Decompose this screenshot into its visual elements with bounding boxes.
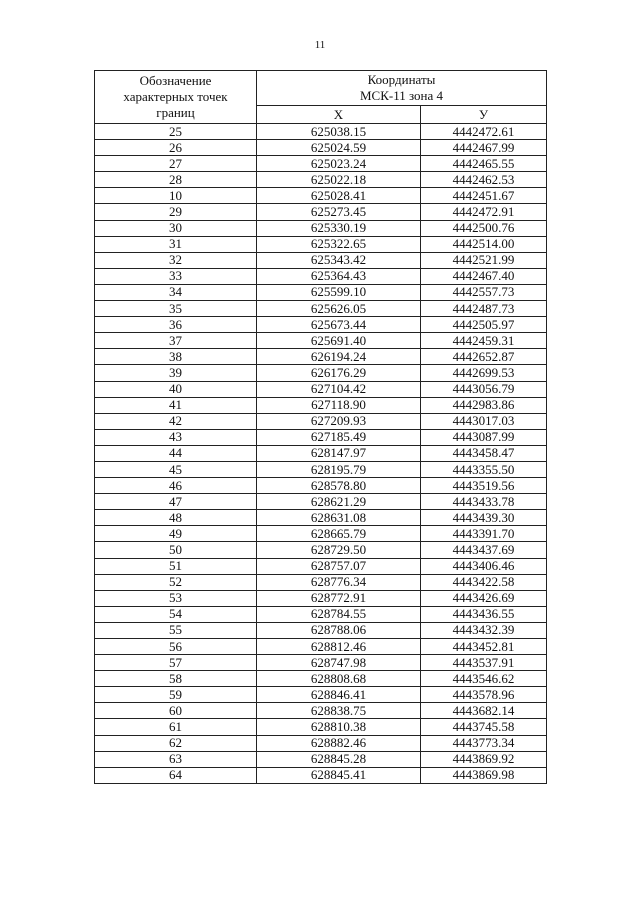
point-id-cell: 43 [95,429,257,445]
point-id-cell: 33 [95,268,257,284]
y-coordinate-cell: 4442451.67 [421,188,547,204]
y-coordinate-cell: 4443432.39 [421,622,547,638]
point-id-cell: 38 [95,349,257,365]
y-coordinate-cell: 4443426.69 [421,590,547,606]
y-coordinate-cell: 4442487.73 [421,301,547,317]
x-coordinate-cell: 628776.34 [257,574,421,590]
table-row [95,622,547,638]
x-coordinate-cell: 625322.65 [257,236,421,252]
y-coordinate-cell: 4442500.76 [421,220,547,236]
y-coordinate-cell: 4443745.58 [421,719,547,735]
x-coordinate-cell: 626176.29 [257,365,421,381]
point-id-cell: 50 [95,542,257,558]
point-id-cell: 32 [95,252,257,268]
y-coordinate-cell: 4443519.56 [421,478,547,494]
x-coordinate-cell: 628665.79 [257,526,421,542]
table-row [95,188,547,204]
x-coordinate-cell: 628784.55 [257,606,421,622]
y-coordinate-cell: 4443869.92 [421,751,547,767]
table-row [95,381,547,397]
y-coordinate-cell: 4443546.62 [421,671,547,687]
x-coordinate-cell: 628147.97 [257,445,421,461]
x-coordinate-cell: 628747.98 [257,655,421,671]
x-coordinate-cell: 627209.93 [257,413,421,429]
y-coordinate-cell: 4443056.79 [421,381,547,397]
table-row [95,574,547,590]
table-body [95,124,547,784]
table-row [95,703,547,719]
table-row [95,220,547,236]
table-row [95,751,547,767]
point-id-cell: 34 [95,284,257,300]
y-coordinate-cell: 4442521.99 [421,252,547,268]
point-id-cell: 63 [95,751,257,767]
y-coordinate-cell: 4442652.87 [421,349,547,365]
x-coordinate-cell: 625364.43 [257,268,421,284]
y-coordinate-cell: 4442459.31 [421,333,547,349]
y-coordinate-cell: 4443437.69 [421,542,547,558]
x-coordinate-cell: 628195.79 [257,461,421,477]
table-row [95,236,547,252]
table-row [95,365,547,381]
table-row [95,526,547,542]
table-row [95,333,547,349]
y-coordinate-cell: 4443422.58 [421,574,547,590]
table-row [95,558,547,574]
point-id-cell: 39 [95,365,257,381]
x-coordinate-cell: 625673.44 [257,317,421,333]
x-coordinate-cell: 628812.46 [257,639,421,655]
table-row [95,284,547,300]
table-row [95,268,547,284]
point-id-cell: 36 [95,317,257,333]
point-id-cell: 40 [95,381,257,397]
x-coordinate-cell: 625022.18 [257,172,421,188]
point-id-cell: 59 [95,687,257,703]
x-coordinate-cell: 628631.08 [257,510,421,526]
point-id-cell: 52 [95,574,257,590]
y-coordinate-cell: 4443682.14 [421,703,547,719]
x-coordinate-cell: 625028.41 [257,188,421,204]
table-row [95,124,547,140]
y-coordinate-cell: 4443087.99 [421,429,547,445]
x-coordinate-cell: 628882.46 [257,735,421,751]
table-row [95,478,547,494]
x-coordinate-cell: 625599.10 [257,284,421,300]
point-id-cell: 25 [95,124,257,140]
point-id-cell: 42 [95,413,257,429]
y-coordinate-cell: 4443458.47 [421,445,547,461]
y-coordinate-cell: 4443537.91 [421,655,547,671]
point-id-cell: 62 [95,735,257,751]
point-id-cell: 61 [95,719,257,735]
table-row [95,767,547,783]
x-coordinate-cell: 628729.50 [257,542,421,558]
table-row [95,494,547,510]
x-coordinate-cell: 628845.28 [257,751,421,767]
table-row [95,317,547,333]
table-row [95,671,547,687]
y-coordinate-cell: 4443433.78 [421,494,547,510]
y-coordinate-cell: 4442467.99 [421,140,547,156]
y-coordinate-cell: 4442983.86 [421,397,547,413]
y-column-header: У [421,106,547,124]
point-id-cell: 47 [95,494,257,510]
point-label-line-3: границ [156,105,195,120]
y-coordinate-cell: 4443869.98 [421,767,547,783]
y-coordinate-cell: 4442472.61 [421,124,547,140]
x-coordinate-cell: 627118.90 [257,397,421,413]
x-coordinate-cell: 625024.59 [257,140,421,156]
y-coordinate-cell: 4443578.96 [421,687,547,703]
x-coordinate-cell: 628808.68 [257,671,421,687]
table-row [95,687,547,703]
point-id-cell: 27 [95,156,257,172]
table-row [95,156,547,172]
table-row [95,606,547,622]
point-id-cell: 45 [95,461,257,477]
x-coordinate-cell: 628788.06 [257,622,421,638]
point-id-cell: 56 [95,639,257,655]
table-row [95,252,547,268]
coordinates-title-line-2: МСК-11 зона 4 [359,88,444,103]
y-coordinate-cell: 4443436.55 [421,606,547,622]
point-id-cell: 60 [95,703,257,719]
table-row [95,590,547,606]
point-label-line-2: характерных точек [123,89,228,104]
coordinates-table [94,70,547,784]
table-row [95,735,547,751]
y-coordinate-cell: 4442505.97 [421,317,547,333]
y-coordinate-cell: 4442465.55 [421,156,547,172]
y-coordinate-cell: 4442472.91 [421,204,547,220]
point-id-cell: 29 [95,204,257,220]
x-column-header: X [257,106,421,124]
point-id-cell: 53 [95,590,257,606]
y-coordinate-cell: 4443391.70 [421,526,547,542]
point-id-cell: 49 [95,526,257,542]
table-row [95,397,547,413]
table-row [95,655,547,671]
x-coordinate-cell: 625626.05 [257,301,421,317]
point-id-cell: 30 [95,220,257,236]
point-label-header [95,71,257,124]
point-id-cell: 10 [95,188,257,204]
x-coordinate-cell: 628845.41 [257,767,421,783]
x-coordinate-cell: 625023.24 [257,156,421,172]
table-row [95,301,547,317]
table-row [95,349,547,365]
table-row [95,719,547,735]
y-coordinate-cell: 4442557.73 [421,284,547,300]
y-coordinate-cell: 4443406.46 [421,558,547,574]
point-id-cell: 37 [95,333,257,349]
table-row [95,445,547,461]
point-id-cell: 57 [95,655,257,671]
point-id-cell: 54 [95,606,257,622]
table-row [95,429,547,445]
table-row [95,204,547,220]
y-coordinate-cell: 4442699.53 [421,365,547,381]
x-coordinate-cell: 626194.24 [257,349,421,365]
point-id-cell: 31 [95,236,257,252]
y-coordinate-cell: 4442462.53 [421,172,547,188]
point-id-cell: 55 [95,622,257,638]
point-id-cell: 51 [95,558,257,574]
point-id-cell: 28 [95,172,257,188]
point-id-cell: 64 [95,767,257,783]
x-coordinate-cell: 628757.07 [257,558,421,574]
x-coordinate-cell: 628772.91 [257,590,421,606]
x-coordinate-cell: 628621.29 [257,494,421,510]
y-coordinate-cell: 4442514.00 [421,236,547,252]
table-row [95,140,547,156]
y-coordinate-cell: 4443017.03 [421,413,547,429]
y-coordinate-cell: 4443439.30 [421,510,547,526]
table-row [95,172,547,188]
point-id-cell: 48 [95,510,257,526]
coordinates-header [257,71,547,106]
table-row [95,461,547,477]
x-coordinate-cell: 625330.19 [257,220,421,236]
point-id-cell: 26 [95,140,257,156]
table-row [95,413,547,429]
point-label-line-1: Обозначение [139,73,212,88]
x-coordinate-cell: 625343.42 [257,252,421,268]
x-coordinate-cell: 628810.38 [257,719,421,735]
x-coordinate-cell: 628838.75 [257,703,421,719]
table-row [95,510,547,526]
point-id-cell: 46 [95,478,257,494]
x-coordinate-cell: 628578.80 [257,478,421,494]
x-coordinate-cell: 627104.42 [257,381,421,397]
coordinates-title-line-1: Координаты [367,72,436,87]
x-coordinate-cell: 625038.15 [257,124,421,140]
x-coordinate-cell: 625273.45 [257,204,421,220]
x-coordinate-cell: 628846.41 [257,687,421,703]
point-id-cell: 41 [95,397,257,413]
x-coordinate-cell: 627185.49 [257,429,421,445]
y-coordinate-cell: 4443773.34 [421,735,547,751]
table-row [95,542,547,558]
point-id-cell: 58 [95,671,257,687]
point-id-cell: 35 [95,301,257,317]
page-number: 11 [314,39,326,51]
y-coordinate-cell: 4442467.40 [421,268,547,284]
point-id-cell: 44 [95,445,257,461]
x-coordinate-cell: 625691.40 [257,333,421,349]
y-coordinate-cell: 4443355.50 [421,461,547,477]
table-row [95,639,547,655]
y-coordinate-cell: 4443452.81 [421,639,547,655]
